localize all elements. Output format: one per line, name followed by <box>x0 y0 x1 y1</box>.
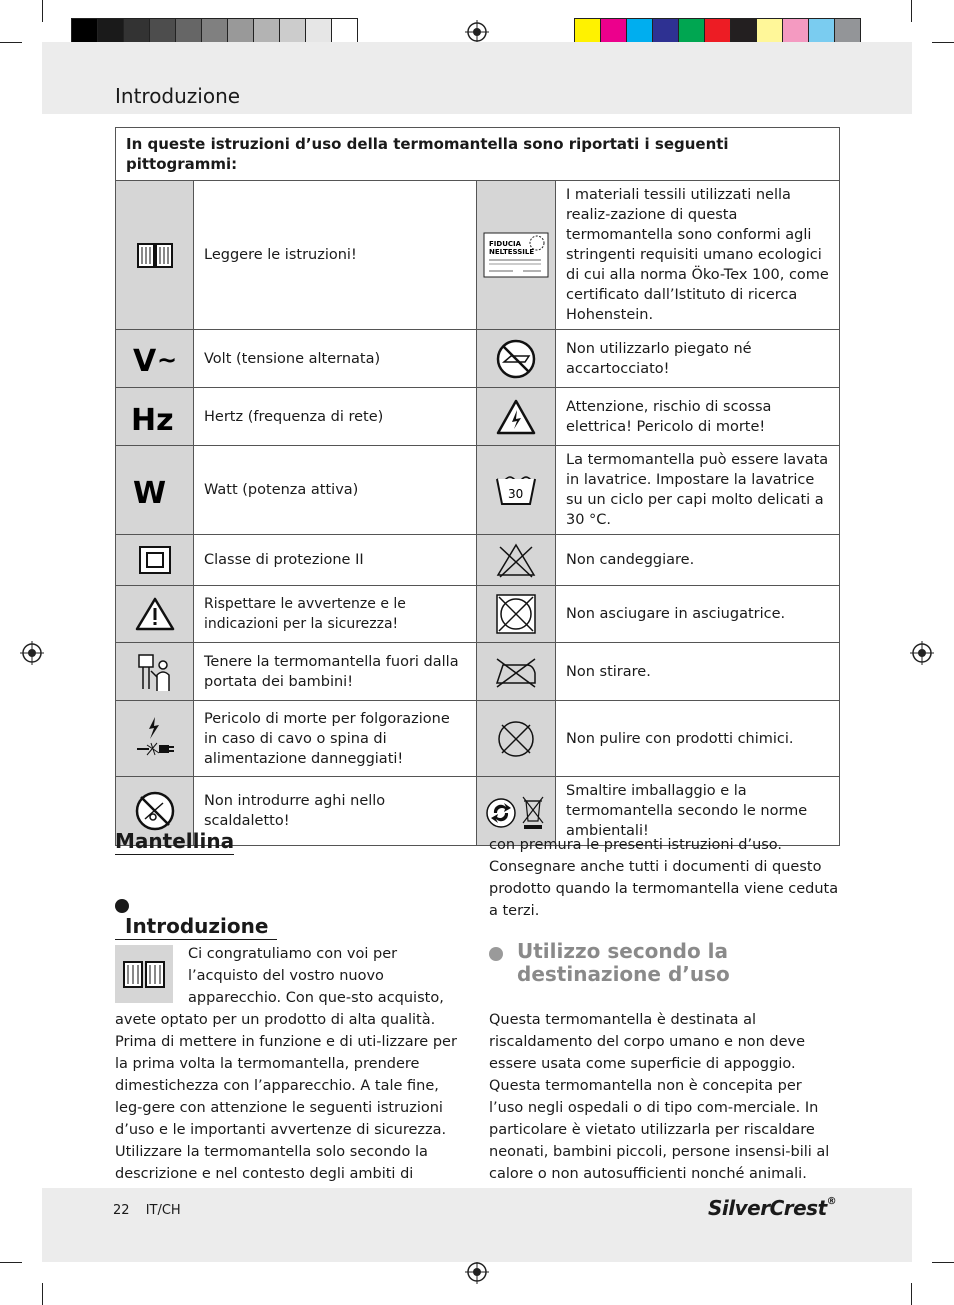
oeko-tex-label-icon <box>477 181 556 330</box>
table-cell: La termomantella può essere lavata in lavatrice. Impostare la lavatrice su un ciclo per capi molto delicati a 30 °C. <box>556 446 840 535</box>
svg-text:V: V <box>132 343 156 376</box>
introduction-text: Ci congratuliamo con voi per l’acquisto del vostro nuovo apparecchio. Con que-sto acquisto, avete optato per un prodotto di alta qualità. Prima di mettere in funzione e di uti-lizzare per la prima volta la termomantella, prendere dimestichezza con l’apparecchio. A tale fine, leg-gere con attenzione le seguenti istruzioni d’uso e le importanti avvertenze di sicurezza. Utilizzare la termomantella solo secondo la descrizione e nel contesto degli ambiti di <box>115 946 457 1182</box>
watt-icon <box>116 446 194 535</box>
table-cell: Smaltire imballaggio e la termomantella secondo le norme ambientali! <box>556 777 840 846</box>
locale-label: IT/CH <box>145 1203 181 1218</box>
brand-mark: ® <box>826 1196 837 1207</box>
volt-icon <box>116 330 194 388</box>
electric-warning-icon <box>477 388 556 446</box>
section-heading-text <box>517 940 839 986</box>
crop-mark <box>932 42 954 43</box>
table-cell: I materiali tessili utilizzati nella realiz-zazione di questa termomantella sono conformi agli stringenti requisiti umano ecologici di cui alla norma Öko-Tex 100, come certificato dall’Istituto di ricerca Hohenstein. <box>556 181 840 330</box>
registration-mark-icon <box>465 1260 489 1284</box>
crop-mark <box>42 0 43 22</box>
bullet-icon <box>115 899 129 913</box>
registration-mark-icon <box>20 641 44 665</box>
svg-text:Hz: Hz <box>130 402 174 434</box>
introduction-paragraph <box>115 943 465 1207</box>
table-cell: Non stirare. <box>556 643 840 701</box>
heading-line: destinazione d’uso <box>517 962 730 986</box>
no-dry-clean-icon <box>477 701 556 777</box>
hertz-icon <box>116 388 194 446</box>
no-tumble-dry-icon <box>477 586 556 643</box>
brand-logo <box>708 1196 836 1220</box>
no-iron-icon <box>477 643 556 701</box>
table-cell: Non utilizzarlo piegato né accartocciato! <box>556 330 840 388</box>
protection-class-ii-icon <box>116 535 194 586</box>
page-number-value: 22 <box>113 1203 130 1218</box>
main-heading: Mantellina <box>115 829 235 853</box>
svg-text:W: W <box>132 476 166 507</box>
registration-mark-icon <box>465 20 489 44</box>
table-heading: In queste istruzioni d’uso della termomantella sono riportati i seguenti pittogrammi: <box>116 128 840 181</box>
table-cell: Non introdurre aghi nello scaldaletto! <box>194 777 477 846</box>
book-icon <box>116 181 194 330</box>
page-title: Introduzione <box>115 84 241 108</box>
continued-paragraph: con premura le presenti istruzioni d’uso. Consegnare anche tutti i documenti di questo prodotto quando la termomantella viene ceduta a terzi. <box>489 837 839 919</box>
table-cell: Non candeggiare. <box>556 535 840 586</box>
table-row <box>116 535 840 586</box>
brand-name: SilverCrest <box>708 1196 827 1220</box>
no-folding-icon <box>477 330 556 388</box>
svg-text:NELTESSILE: NELTESSILE <box>489 248 535 256</box>
registration-mark-icon <box>910 641 934 665</box>
table-cell: Non asciugare in asciugatrice. <box>556 586 840 643</box>
pictogram-table <box>115 127 840 846</box>
table-cell: Hertz (frequenza di rete) <box>194 388 477 446</box>
bullet-icon <box>489 947 503 961</box>
crop-mark <box>932 1262 954 1263</box>
table-cell: Attenzione, rischio di scossa elettrica! Pericolo di morte! <box>556 388 840 446</box>
table-cell: Tenere la termomantella fuori dalla portata dei bambini! <box>194 643 477 701</box>
section-heading-introduction <box>115 895 277 940</box>
table-row <box>116 181 840 330</box>
svg-text:30: 30 <box>508 487 524 501</box>
children-warning-icon <box>116 643 194 701</box>
table-cell: Rispettare le avvertenze e le indicazioni per la sicurezza! <box>194 586 477 643</box>
table-cell: Pericolo di morte per folgorazione in caso di cavo o spina di alimentazione danneggiati! <box>194 701 477 777</box>
table-row <box>116 388 840 446</box>
table-row <box>116 643 840 701</box>
table-row <box>116 330 840 388</box>
svg-text:~: ~ <box>156 345 177 374</box>
table-cell: Volt (tensione alternata) <box>194 330 477 388</box>
heading-line: Utilizzo secondo la <box>517 939 729 963</box>
table-row <box>116 446 840 535</box>
table-row <box>116 701 840 777</box>
section-heading-text: Introduzione <box>125 914 269 938</box>
table-cell: Leggere le istruzioni! <box>194 181 477 330</box>
no-bleach-icon <box>477 535 556 586</box>
crop-mark <box>911 0 912 22</box>
crop-mark <box>911 1283 912 1305</box>
damaged-plug-icon <box>116 701 194 777</box>
svg-text:FIDUCIA: FIDUCIA <box>489 240 522 248</box>
table-cell: Watt (potenza attiva) <box>194 446 477 535</box>
warning-triangle-icon <box>116 586 194 643</box>
intended-use-paragraph: Questa termomantella è destinata al riscaldamento del corpo umano e non deve essere usata come superficie di appoggio. Questa termomantella non è concepita per l’uso negli ospedali o di tipo com-merciale. In particolare è vietato utilizzarla per riscaldare neonati, bambini piccoli, persone insensi-bili al calore o non autosufficienti nonché animali. <box>489 1012 830 1182</box>
table-row <box>116 586 840 643</box>
crop-mark <box>42 1283 43 1305</box>
crop-mark <box>0 42 22 43</box>
section-heading-intended-use <box>489 940 839 986</box>
table-cell: Classe di protezione II <box>194 535 477 586</box>
table-cell: Non pulire con prodotti chimici. <box>556 701 840 777</box>
wash-30-icon <box>477 446 556 535</box>
crop-mark <box>0 1262 22 1263</box>
page-number <box>113 1203 181 1218</box>
